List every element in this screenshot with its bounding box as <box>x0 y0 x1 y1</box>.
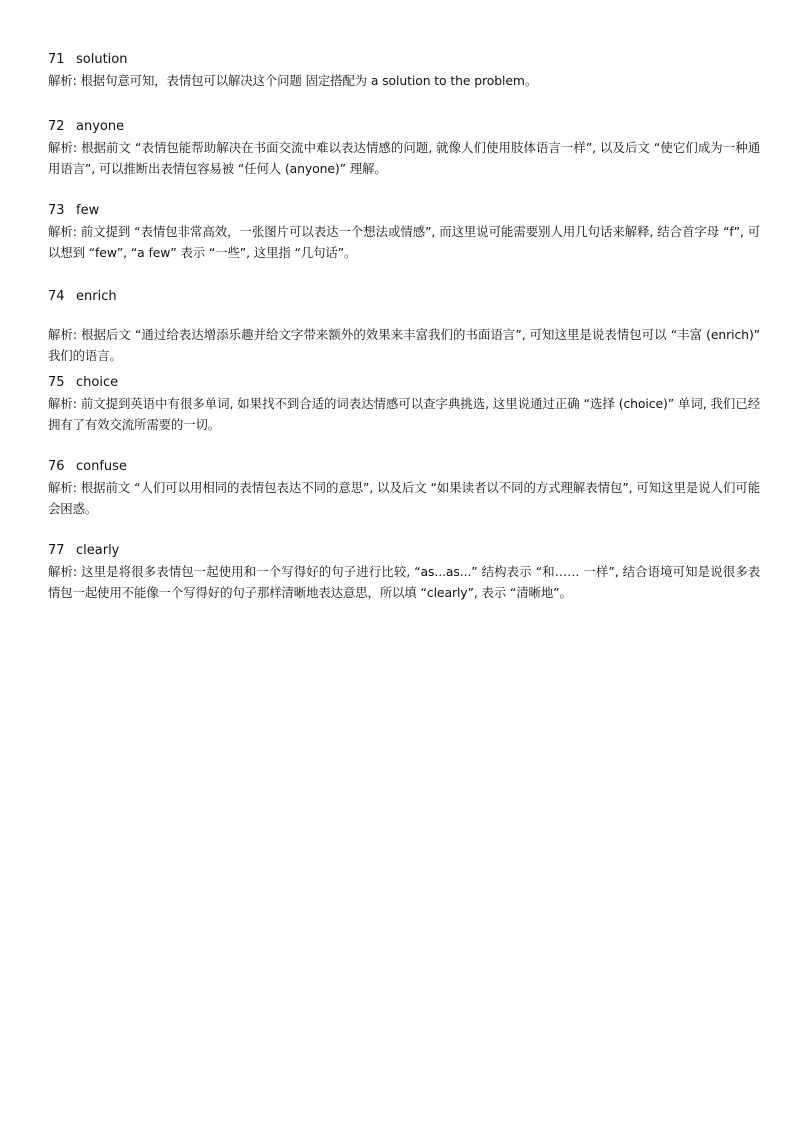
item-header <box>48 457 760 477</box>
item-number: 77 <box>48 543 65 558</box>
analysis-label: 解析: <box>48 73 77 88</box>
item-answer: confuse <box>76 459 127 474</box>
item-number: 73 <box>48 203 65 218</box>
analysis-label: 解析: <box>48 327 78 342</box>
item-analysis <box>48 324 760 366</box>
item-number: 75 <box>48 375 65 390</box>
blank-line <box>48 307 760 324</box>
analysis-text: 前文提到 “表情包非常高效，一张图片可以表达一个想法或情感”, 而这里说可能需要别人用几句话来解释, 结合首字母 “f”, 可以想到 “few”, “a few” 表示 “一些”, 这里指 “几句话”。 <box>48 224 761 260</box>
item-answer: few <box>76 203 100 218</box>
item-number: 74 <box>48 289 65 304</box>
analysis-label: 解析: <box>48 140 78 155</box>
answer-item-74 <box>48 287 760 373</box>
item-analysis <box>48 477 760 519</box>
analysis-label: 解析: <box>48 480 77 495</box>
item-analysis <box>48 137 760 179</box>
item-header <box>48 373 760 393</box>
analysis-label: 解析: <box>48 224 77 239</box>
analysis-text: 根据句意可知，表情包可以解决这个问题 固定搭配为 a solution to the problem。 <box>80 73 538 88</box>
item-header <box>48 117 760 137</box>
item-header <box>48 287 760 307</box>
answer-item-73 <box>48 201 760 287</box>
item-analysis <box>48 221 760 263</box>
analysis-text: 前文提到英语中有很多单词, 如果找不到合适的词表达情感可以查字典挑选, 这里说通过正确 “选择 (choice)” 单词, 我们已经拥有了有效交流所需要的一切。 <box>48 396 761 432</box>
analysis-text: 这里是将很多表情包一起使用和一个写得好的句子进行比较, “as...as...” 结构表示 “和…… 一样”, 结合语境可知是说很多表情包一起使用不能像一个写得好的句子那样清晰地表达意思，所以填 “clearly”, 表示 “清晰地”。 <box>48 564 761 600</box>
item-header <box>48 50 760 70</box>
analysis-label: 解析: <box>48 564 78 579</box>
answer-item-72 <box>48 117 760 201</box>
item-answer: solution <box>76 52 128 67</box>
item-analysis <box>48 561 760 603</box>
item-analysis <box>48 393 760 435</box>
answer-item-71 <box>48 50 760 117</box>
answer-item-75 <box>48 373 760 457</box>
answer-key-page <box>48 50 760 611</box>
item-analysis <box>48 70 760 91</box>
item-answer: clearly <box>76 543 120 558</box>
analysis-text: 根据前文 “人们可以用相同的表情包表达不同的意思”, 以及后文 “如果读者以不同的方式理解表情包”, 可知这里是说人们可能会困惑。 <box>48 480 761 516</box>
answer-item-77 <box>48 541 760 611</box>
item-number: 71 <box>48 52 65 67</box>
analysis-label: 解析: <box>48 396 77 411</box>
analysis-text: 根据后文 “通过给表达增添乐趣并给文字带来额外的效果来丰富我们的书面语言”, 可知这里是说表情包可以 “丰富 (enrich)” 我们的语言。 <box>48 327 760 363</box>
analysis-text: 根据前文 “表情包能帮助解决在书面交流中难以表达情感的问题, 就像人们使用肢体语言一样”, 以及后文 “使它们成为一种通用语言”, 可以推断出表情包容易被 “任何人 (anyone)” 理解。 <box>48 140 761 176</box>
item-answer: choice <box>76 375 119 390</box>
item-number: 76 <box>48 459 65 474</box>
answer-item-76 <box>48 457 760 541</box>
item-answer: anyone <box>76 119 125 134</box>
item-number: 72 <box>48 119 65 134</box>
item-header <box>48 201 760 221</box>
item-answer: enrich <box>76 289 117 304</box>
item-header <box>48 541 760 561</box>
